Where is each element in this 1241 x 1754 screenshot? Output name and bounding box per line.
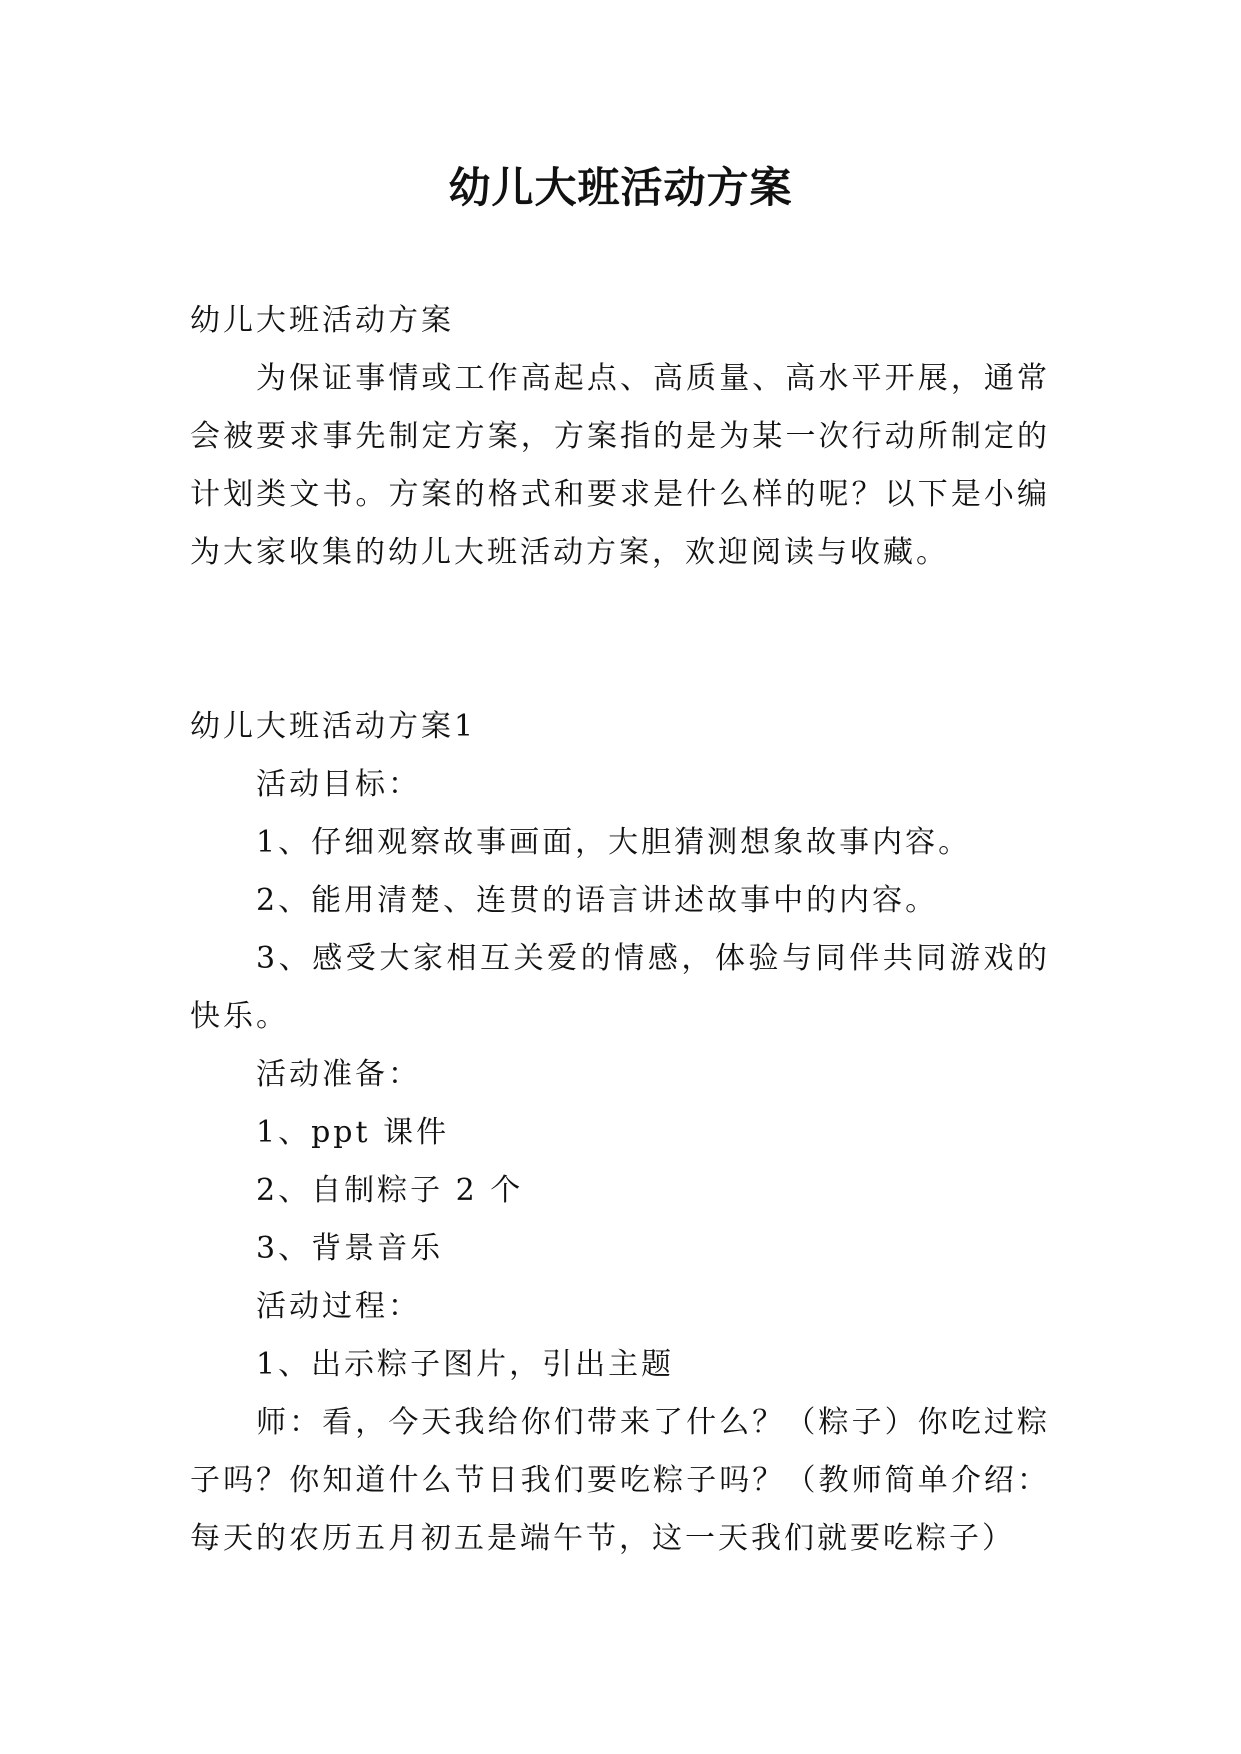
paragraph-preparation-1: 1、ppt 课件: [256, 1115, 450, 1150]
paragraph-preparation-3: 3、背景音乐: [256, 1231, 444, 1266]
paragraph-process-1: 1、出示粽子图片，引出主题: [256, 1347, 675, 1382]
paragraph-preparation-2: 2、自制粽子 2 个: [256, 1173, 524, 1208]
paragraph-goal-3: 3、感受大家相互关爱的情感，体验与同伴共同游戏的快乐。: [190, 941, 1050, 1034]
paragraph-teacher-dialogue: 师：看，今天我给你们带来了什么？（粽子）你吃过粽子吗？你知道什么节日我们要吃粽子吗？（教师简单介绍：每天的农历五月初五是端午节，这一天我们就要吃粽子）: [190, 1405, 1050, 1556]
paragraph-goal-2: 2、能用清楚、连贯的语言讲述故事中的内容。: [256, 883, 939, 918]
paragraph-preparation-heading: 活动准备：: [256, 1057, 421, 1092]
document-body: [190, 292, 1050, 1568]
section-heading: 幼儿大班活动方案1: [190, 709, 477, 744]
section-gap: [190, 582, 1050, 698]
document-title: 幼儿大班活动方案: [448, 163, 793, 212]
intro-paragraph: 为保证事情或工作高起点、高质量、高水平开展，通常会被要求事先制定方案，方案指的是为某一次行动所制定的计划类文书。方案的格式和要求是什么样的呢？以下是小编为大家收集的幼儿大班活动方案，欢迎阅读与收藏。: [190, 361, 1050, 570]
paragraph-goals-heading: 活动目标：: [256, 767, 421, 802]
paragraph-process-heading: 活动过程：: [256, 1289, 421, 1324]
subtitle: 幼儿大班活动方案: [190, 303, 454, 338]
paragraph-goal-1: 1、仔细观察故事画面，大胆猜测想象故事内容。: [256, 825, 972, 860]
